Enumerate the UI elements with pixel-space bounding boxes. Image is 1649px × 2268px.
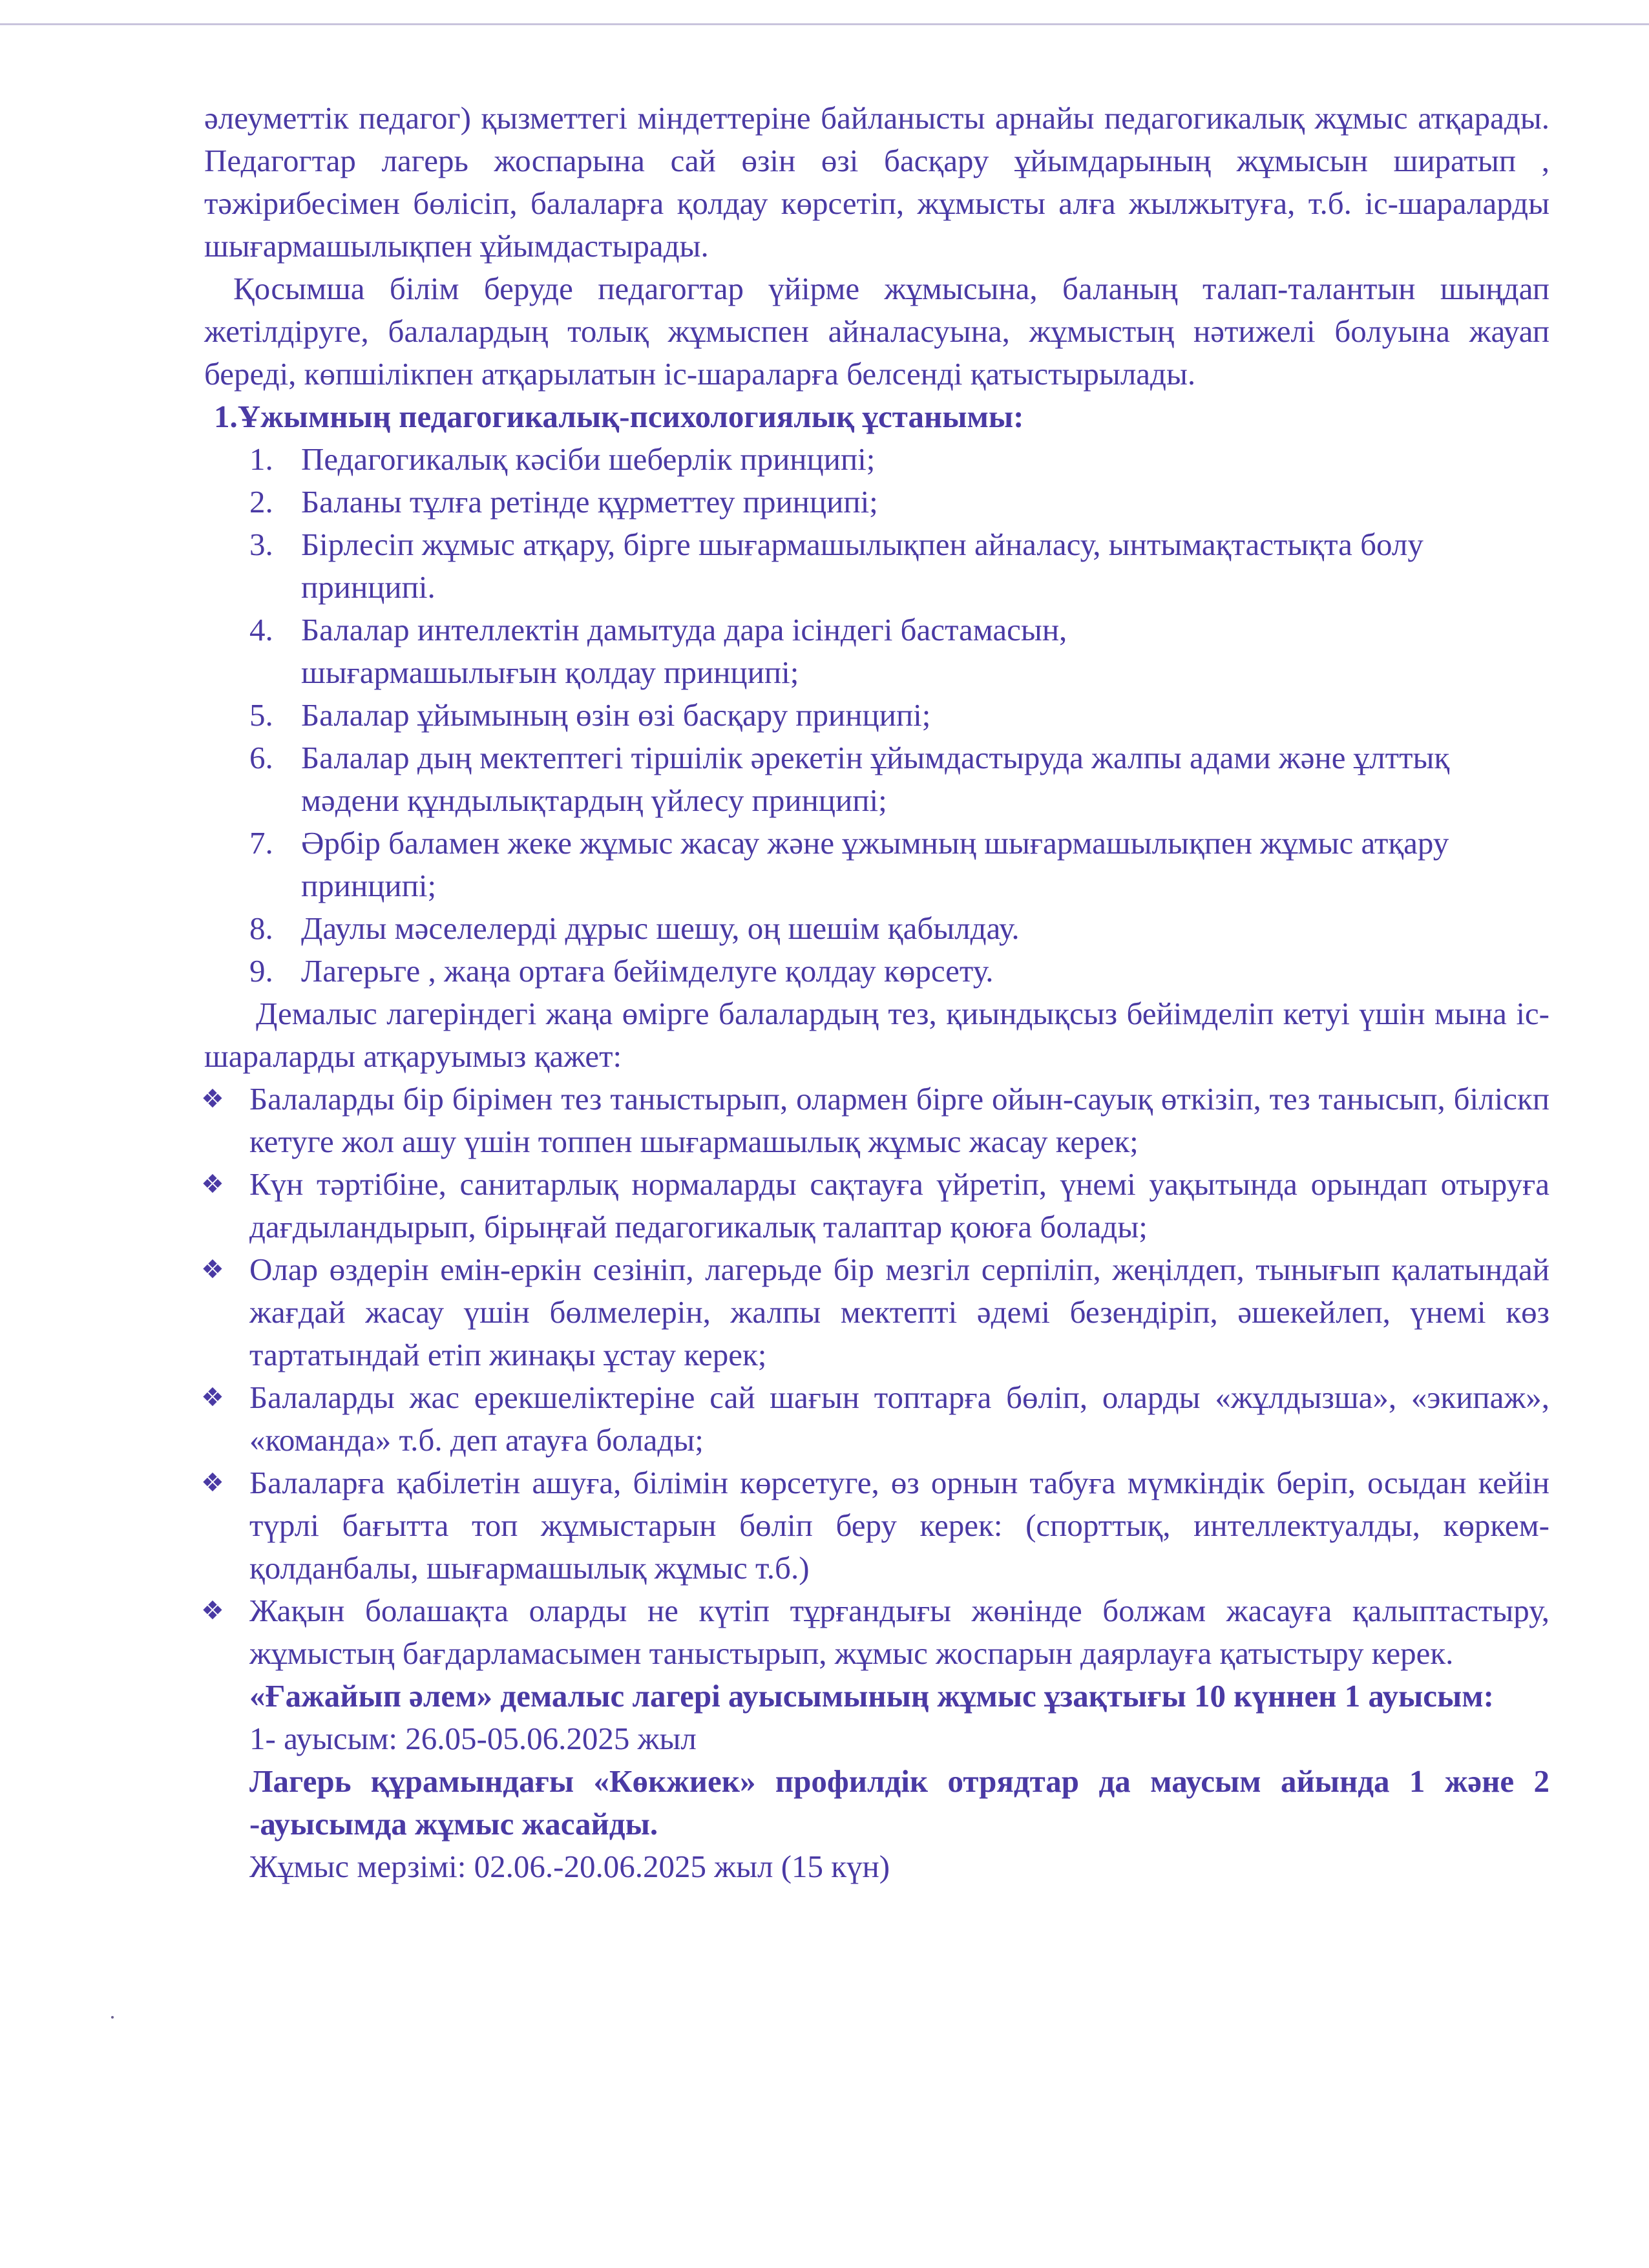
principle-number: 6. xyxy=(249,740,273,775)
principle-item-continuation xyxy=(204,651,1549,694)
principle-number: 8. xyxy=(249,910,273,946)
principle-item xyxy=(204,907,1549,950)
diamond-bullet-icon: ❖ xyxy=(201,1255,224,1285)
measure-text: Балаларды жас ерекшеліктеріне сай шағын топтарға бөліп, оларды «жұлдызша», «экипаж», «команда» т.б. деп атауға болады; xyxy=(249,1380,1549,1458)
principle-number: 9. xyxy=(249,953,273,989)
principle-text-continuation: шығармашылығын қолдау принципі; xyxy=(301,655,799,690)
principle-text: Баланы тұлға ретінде құрметтеу принципі; xyxy=(301,484,878,520)
scan-edge-line xyxy=(0,23,1649,25)
principle-item xyxy=(204,438,1549,481)
principle-item xyxy=(204,822,1549,907)
diamond-bullet-icon: ❖ xyxy=(201,1596,224,1626)
diamond-bullet-icon: ❖ xyxy=(201,1170,224,1199)
paragraph-additional-education: Қосымша білім беруде педагогтар үйірме жұмысына, баланың талап-талантын шыңдап жетілдіруге, балалардың толық жұмыспен айналасуына, жұмыстың нәтижелі болуына жауап береді, көпшілікпен атқарылатын іс-шараларға белсенді қатыстырылады. xyxy=(204,271,1549,392)
diamond-bullet-icon: ❖ xyxy=(201,1084,224,1114)
camp-duration-heading: «Ғажайып әлем» демалыс лагері ауысымының жұмыс ұзақтығы 10 күннен 1 ауысым: xyxy=(249,1678,1494,1714)
measure-text: Күн тәртібіне, санитарлық нормаларды сақтауға үйретіп, үнемі уақытында орындап отыруға дағдыландырып, бірыңғай педагогикалық талаптар қоюға болады; xyxy=(249,1166,1549,1244)
principle-text: Лагерьге , жаңа ортаға бейімделуге қолдау көрсету. xyxy=(301,953,994,989)
measure-text: Олар өздерін емін-еркін сезініп, лагерьде бір мезгіл серпіліп, жеңілдеп, тынығып қалатындай жағдай жасау үшін бөлмелерін, жалпы мектепті әдемі безендіріп, әшекейлеп, үнемі көз тартатындай етіп жинақы ұстау керек; xyxy=(249,1252,1549,1372)
principle-text: Педагогикалық кәсіби шеберлік принципі; xyxy=(301,441,876,477)
scan-speck xyxy=(111,2016,114,2019)
document-body xyxy=(201,97,1549,1888)
principle-text: Балалар ұйымының өзін өзі басқару принципі; xyxy=(301,697,931,733)
measure-item xyxy=(201,1248,1549,1376)
paragraph-adaptation-intro: Демалыс лагеріндегі жаңа өмірге балалардың тез, қиындықсыз бейімделіп кетуі үшін мына іс-шараларды атқаруымыз қажет: xyxy=(204,996,1549,1074)
shift-dates: 1- ауысым: 26.05-05.06.2025 жыл xyxy=(249,1721,697,1756)
measure-item xyxy=(201,1078,1549,1163)
principle-number: 7. xyxy=(249,825,273,861)
measure-item xyxy=(201,1462,1549,1590)
principle-number: 5. xyxy=(249,697,273,733)
principle-item xyxy=(204,523,1549,609)
measure-text: Балаларды бір бірімен тез таныстырып, олармен бірге ойын-сауық өткізіп, тез танысып, біліскп кетуге жол ашу үшін топпен шығармашылық жұмыс жасау керек; xyxy=(249,1081,1549,1159)
section-heading-principles: 1.Ұжымның педагогикалық-психологиялық ұстанымы: xyxy=(214,399,1024,434)
paragraph-teachers-duties: әлеуметтік педагог) қызметтегі міндеттеріне байланысты арнайы педагогикалық жұмыс атқарады. Педагогтар лагерь жоспарына сай өзін өзі басқару ұйымдарының жұмысын ширатып , тәжірибесімен бөлісіп, балаларға қолдау көрсетіп, жұмысты алға жылжытуға, т.б. іс-шараларды шығармашылықпен ұйымдастырады. xyxy=(204,100,1549,264)
diamond-bullet-icon: ❖ xyxy=(201,1383,224,1412)
principle-text: Бірлесіп жұмыс атқару, бірге шығармашылықпен айналасу, ынтымақтастықта болу принципі. xyxy=(301,527,1423,605)
principle-text: Балалар интеллектін дамытуда дара ісіндегі бастамасын, xyxy=(301,612,1067,647)
principle-item xyxy=(204,950,1549,992)
diamond-bullet-icon: ❖ xyxy=(201,1468,224,1498)
measure-item xyxy=(201,1376,1549,1462)
measure-item xyxy=(201,1590,1549,1675)
principles-list xyxy=(204,438,1549,992)
profile-units-heading: Лагерь құрамындағы «Көкжиек» профилдік отрядтар да маусым айында 1 және 2 -ауысымда жұмыс жасайды. xyxy=(249,1763,1549,1842)
principle-text: Әрбір баламен жеке жұмыс жасау және ұжымның шығармашылықпен жұмыс атқару принципі; xyxy=(301,825,1449,903)
principle-number: 1. xyxy=(249,441,273,477)
principle-item xyxy=(204,737,1549,822)
principle-item xyxy=(204,694,1549,737)
measure-text: Жақын болашақта оларды не күтіп тұрғандығы жөнінде болжам жасауға қалыптастыру, жұмыстың бағдарламасымен таныстырып, жұмыс жоспарын даярлауға қатыстыру керек. xyxy=(249,1593,1549,1671)
measure-item xyxy=(201,1163,1549,1248)
work-period: Жұмыс мерзімі: 02.06.-20.06.2025 жыл (15 күн) xyxy=(249,1849,890,1884)
principle-item xyxy=(204,609,1549,651)
principle-number: 3. xyxy=(249,527,273,562)
principle-item xyxy=(204,481,1549,523)
principle-number: 4. xyxy=(249,612,273,647)
measures-list xyxy=(201,1078,1549,1675)
principle-number: 2. xyxy=(249,484,273,520)
measure-text: Балаларға қабілетін ашуға, білімін көрсетуге, өз орнын табуға мүмкіндік беріп, осыдан кейін түрлі бағытта топ жұмыстарын бөліп беру керек: (спорттық, интеллектуалды, көркем-қолданбалы, шығармашылық жұмыс т.б.) xyxy=(249,1465,1549,1586)
principle-text: Балалар дың мектептегі тіршілік әрекетін ұйымдастыруда жалпы адами және ұлттық мәдени құндылықтардың үйлесу принципі; xyxy=(301,740,1450,818)
principle-text: Даулы мәселелерді дұрыс шешу, оң шешім қабылдау. xyxy=(301,910,1020,946)
